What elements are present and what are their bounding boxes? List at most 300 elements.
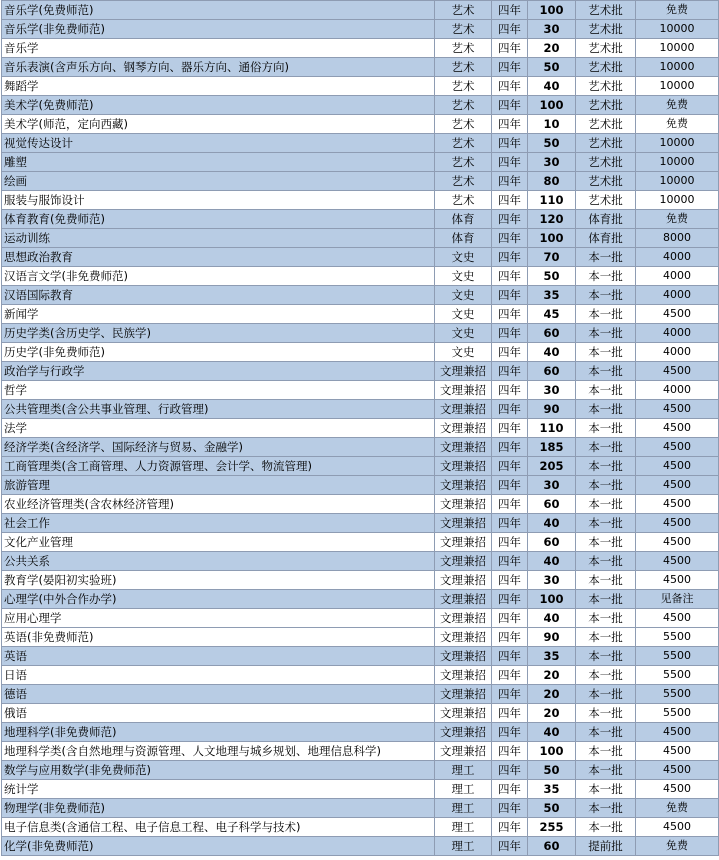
duration-cell: 四年 xyxy=(492,818,528,837)
tuition-cell: 4500 xyxy=(636,438,719,457)
category-cell: 艺术 xyxy=(435,134,492,153)
table-row xyxy=(2,248,719,267)
quota-cell: 205 xyxy=(528,457,576,476)
duration-cell: 四年 xyxy=(492,514,528,533)
duration-cell: 四年 xyxy=(492,590,528,609)
major-name-cell: 汉语国际教育 xyxy=(2,286,435,305)
batch-cell: 艺术批 xyxy=(576,115,636,134)
duration-cell: 四年 xyxy=(492,552,528,571)
batch-cell: 本一批 xyxy=(576,495,636,514)
major-name-cell: 地理科学(非免费师范) xyxy=(2,723,435,742)
major-name-cell: 舞蹈学 xyxy=(2,77,435,96)
major-name-cell: 音乐学(免费师范) xyxy=(2,1,435,20)
category-cell: 文理兼招 xyxy=(435,457,492,476)
category-cell: 文理兼招 xyxy=(435,381,492,400)
tuition-cell: 4500 xyxy=(636,761,719,780)
category-cell: 艺术 xyxy=(435,172,492,191)
category-cell: 文理兼招 xyxy=(435,609,492,628)
major-name-cell: 英语 xyxy=(2,647,435,666)
major-name-cell: 法学 xyxy=(2,419,435,438)
tuition-cell: 4500 xyxy=(636,742,719,761)
major-name-cell: 心理学(中外合作办学) xyxy=(2,590,435,609)
major-name-cell: 应用心理学 xyxy=(2,609,435,628)
category-cell: 文史 xyxy=(435,305,492,324)
major-name-cell: 工商管理类(含工商管理、人力资源管理、会计学、物流管理) xyxy=(2,457,435,476)
quota-cell: 35 xyxy=(528,780,576,799)
category-cell: 文理兼招 xyxy=(435,362,492,381)
duration-cell: 四年 xyxy=(492,704,528,723)
quota-cell: 60 xyxy=(528,362,576,381)
major-name-cell: 美术学(免费师范) xyxy=(2,96,435,115)
category-cell: 文理兼招 xyxy=(435,514,492,533)
category-cell: 艺术 xyxy=(435,77,492,96)
batch-cell: 本一批 xyxy=(576,533,636,552)
quota-cell: 100 xyxy=(528,590,576,609)
tuition-cell: 4500 xyxy=(636,533,719,552)
tuition-cell: 免费 xyxy=(636,96,719,115)
quota-cell: 100 xyxy=(528,1,576,20)
table-row xyxy=(2,495,719,514)
category-cell: 艺术 xyxy=(435,96,492,115)
quota-cell: 60 xyxy=(528,495,576,514)
major-name-cell: 体育教育(免费师范) xyxy=(2,210,435,229)
batch-cell: 本一批 xyxy=(576,552,636,571)
table-row xyxy=(2,419,719,438)
table-row xyxy=(2,799,719,818)
category-cell: 艺术 xyxy=(435,153,492,172)
tuition-cell: 10000 xyxy=(636,20,719,39)
batch-cell: 本一批 xyxy=(576,400,636,419)
duration-cell: 四年 xyxy=(492,628,528,647)
table-row xyxy=(2,20,719,39)
category-cell: 文理兼招 xyxy=(435,400,492,419)
duration-cell: 四年 xyxy=(492,761,528,780)
tuition-cell: 4500 xyxy=(636,362,719,381)
duration-cell: 四年 xyxy=(492,1,528,20)
duration-cell: 四年 xyxy=(492,400,528,419)
quota-cell: 90 xyxy=(528,400,576,419)
category-cell: 体育 xyxy=(435,210,492,229)
duration-cell: 四年 xyxy=(492,495,528,514)
batch-cell: 提前批 xyxy=(576,837,636,856)
category-cell: 文理兼招 xyxy=(435,742,492,761)
category-cell: 理工 xyxy=(435,761,492,780)
quota-cell: 60 xyxy=(528,837,576,856)
quota-cell: 110 xyxy=(528,191,576,210)
duration-cell: 四年 xyxy=(492,39,528,58)
table-row xyxy=(2,172,719,191)
tuition-cell: 4500 xyxy=(636,818,719,837)
category-cell: 文史 xyxy=(435,248,492,267)
batch-cell: 本一批 xyxy=(576,609,636,628)
table-row xyxy=(2,837,719,856)
category-cell: 艺术 xyxy=(435,20,492,39)
table-row xyxy=(2,286,719,305)
category-cell: 艺术 xyxy=(435,115,492,134)
table-row xyxy=(2,267,719,286)
duration-cell: 四年 xyxy=(492,77,528,96)
table-row xyxy=(2,58,719,77)
batch-cell: 本一批 xyxy=(576,514,636,533)
duration-cell: 四年 xyxy=(492,96,528,115)
table-row xyxy=(2,628,719,647)
quota-cell: 40 xyxy=(528,552,576,571)
quota-cell: 100 xyxy=(528,229,576,248)
table-row xyxy=(2,780,719,799)
tuition-cell: 10000 xyxy=(636,77,719,96)
batch-cell: 本一批 xyxy=(576,818,636,837)
duration-cell: 四年 xyxy=(492,58,528,77)
duration-cell: 四年 xyxy=(492,438,528,457)
duration-cell: 四年 xyxy=(492,210,528,229)
batch-cell: 本一批 xyxy=(576,419,636,438)
duration-cell: 四年 xyxy=(492,457,528,476)
table-row xyxy=(2,438,719,457)
batch-cell: 艺术批 xyxy=(576,39,636,58)
quota-cell: 70 xyxy=(528,248,576,267)
tuition-cell: 10000 xyxy=(636,172,719,191)
quota-cell: 40 xyxy=(528,514,576,533)
category-cell: 理工 xyxy=(435,780,492,799)
quota-cell: 60 xyxy=(528,324,576,343)
duration-cell: 四年 xyxy=(492,571,528,590)
quota-cell: 185 xyxy=(528,438,576,457)
duration-cell: 四年 xyxy=(492,172,528,191)
duration-cell: 四年 xyxy=(492,723,528,742)
batch-cell: 本一批 xyxy=(576,799,636,818)
quota-cell: 45 xyxy=(528,305,576,324)
category-cell: 艺术 xyxy=(435,39,492,58)
batch-cell: 本一批 xyxy=(576,666,636,685)
duration-cell: 四年 xyxy=(492,324,528,343)
major-name-cell: 物理学(非免费师范) xyxy=(2,799,435,818)
duration-cell: 四年 xyxy=(492,476,528,495)
tuition-cell: 4500 xyxy=(636,495,719,514)
category-cell: 文史 xyxy=(435,286,492,305)
table-row xyxy=(2,818,719,837)
tuition-cell: 免费 xyxy=(636,210,719,229)
category-cell: 文史 xyxy=(435,343,492,362)
tuition-cell: 4000 xyxy=(636,286,719,305)
table-row xyxy=(2,115,719,134)
batch-cell: 艺术批 xyxy=(576,134,636,153)
quota-cell: 40 xyxy=(528,609,576,628)
major-name-cell: 公共关系 xyxy=(2,552,435,571)
category-cell: 文理兼招 xyxy=(435,647,492,666)
table-row xyxy=(2,400,719,419)
batch-cell: 本一批 xyxy=(576,476,636,495)
category-cell: 文理兼招 xyxy=(435,495,492,514)
duration-cell: 四年 xyxy=(492,609,528,628)
category-cell: 文理兼招 xyxy=(435,666,492,685)
batch-cell: 本一批 xyxy=(576,628,636,647)
duration-cell: 四年 xyxy=(492,837,528,856)
major-name-cell: 公共管理类(含公共事业管理、行政管理) xyxy=(2,400,435,419)
quota-cell: 20 xyxy=(528,666,576,685)
major-name-cell: 绘画 xyxy=(2,172,435,191)
major-name-cell: 经济学类(含经济学、国际经济与贸易、金融学) xyxy=(2,438,435,457)
table-row xyxy=(2,514,719,533)
table-row xyxy=(2,761,719,780)
major-name-cell: 视觉传达设计 xyxy=(2,134,435,153)
duration-cell: 四年 xyxy=(492,799,528,818)
tuition-cell: 4500 xyxy=(636,552,719,571)
category-cell: 文理兼招 xyxy=(435,628,492,647)
table-row xyxy=(2,723,719,742)
duration-cell: 四年 xyxy=(492,343,528,362)
category-cell: 文理兼招 xyxy=(435,685,492,704)
category-cell: 文史 xyxy=(435,267,492,286)
batch-cell: 本一批 xyxy=(576,685,636,704)
tuition-cell: 4000 xyxy=(636,343,719,362)
major-name-cell: 汉语言文学(非免费师范) xyxy=(2,267,435,286)
major-name-cell: 音乐表演(含声乐方向、钢琴方向、器乐方向、通俗方向) xyxy=(2,58,435,77)
major-name-cell: 地理科学类(含自然地理与资源管理、人文地理与城乡规划、地理信息科学) xyxy=(2,742,435,761)
tuition-cell: 4500 xyxy=(636,305,719,324)
major-name-cell: 英语(非免费师范) xyxy=(2,628,435,647)
duration-cell: 四年 xyxy=(492,666,528,685)
tuition-cell: 4500 xyxy=(636,514,719,533)
duration-cell: 四年 xyxy=(492,115,528,134)
major-name-cell: 农业经济管理类(含农林经济管理) xyxy=(2,495,435,514)
table-row xyxy=(2,571,719,590)
duration-cell: 四年 xyxy=(492,533,528,552)
duration-cell: 四年 xyxy=(492,229,528,248)
batch-cell: 本一批 xyxy=(576,723,636,742)
tuition-cell: 4500 xyxy=(636,609,719,628)
table-row xyxy=(2,590,719,609)
quota-cell: 50 xyxy=(528,267,576,286)
major-name-cell: 哲学 xyxy=(2,381,435,400)
major-name-cell: 化学(非免费师范) xyxy=(2,837,435,856)
category-cell: 艺术 xyxy=(435,191,492,210)
quota-cell: 50 xyxy=(528,134,576,153)
table-row xyxy=(2,457,719,476)
table-row xyxy=(2,96,719,115)
tuition-cell: 免费 xyxy=(636,1,719,20)
quota-cell: 40 xyxy=(528,723,576,742)
tuition-cell: 10000 xyxy=(636,58,719,77)
category-cell: 文史 xyxy=(435,324,492,343)
tuition-cell: 5500 xyxy=(636,647,719,666)
batch-cell: 本一批 xyxy=(576,647,636,666)
category-cell: 理工 xyxy=(435,818,492,837)
batch-cell: 本一批 xyxy=(576,267,636,286)
table-row xyxy=(2,77,719,96)
major-name-cell: 电子信息类(含通信工程、电子信息工程、电子科学与技术) xyxy=(2,818,435,837)
duration-cell: 四年 xyxy=(492,419,528,438)
major-name-cell: 文化产业管理 xyxy=(2,533,435,552)
category-cell: 文理兼招 xyxy=(435,476,492,495)
quota-cell: 30 xyxy=(528,20,576,39)
major-name-cell: 历史学(非免费师范) xyxy=(2,343,435,362)
tuition-cell: 4500 xyxy=(636,723,719,742)
batch-cell: 本一批 xyxy=(576,704,636,723)
batch-cell: 本一批 xyxy=(576,324,636,343)
duration-cell: 四年 xyxy=(492,153,528,172)
quota-cell: 50 xyxy=(528,58,576,77)
quota-cell: 30 xyxy=(528,381,576,400)
batch-cell: 本一批 xyxy=(576,248,636,267)
quota-cell: 35 xyxy=(528,286,576,305)
tuition-cell: 见备注 xyxy=(636,590,719,609)
table-row xyxy=(2,685,719,704)
major-name-cell: 社会工作 xyxy=(2,514,435,533)
tuition-cell: 免费 xyxy=(636,837,719,856)
quota-cell: 30 xyxy=(528,476,576,495)
table-row xyxy=(2,647,719,666)
batch-cell: 本一批 xyxy=(576,438,636,457)
quota-cell: 255 xyxy=(528,818,576,837)
category-cell: 文理兼招 xyxy=(435,438,492,457)
quota-cell: 30 xyxy=(528,571,576,590)
duration-cell: 四年 xyxy=(492,134,528,153)
batch-cell: 艺术批 xyxy=(576,77,636,96)
quota-cell: 40 xyxy=(528,343,576,362)
duration-cell: 四年 xyxy=(492,742,528,761)
category-cell: 艺术 xyxy=(435,58,492,77)
tuition-cell: 5500 xyxy=(636,704,719,723)
duration-cell: 四年 xyxy=(492,248,528,267)
tuition-cell: 4000 xyxy=(636,248,719,267)
tuition-cell: 10000 xyxy=(636,134,719,153)
batch-cell: 艺术批 xyxy=(576,191,636,210)
duration-cell: 四年 xyxy=(492,647,528,666)
quota-cell: 90 xyxy=(528,628,576,647)
table-row xyxy=(2,381,719,400)
tuition-cell: 免费 xyxy=(636,799,719,818)
quota-cell: 30 xyxy=(528,153,576,172)
major-name-cell: 服装与服饰设计 xyxy=(2,191,435,210)
table-row xyxy=(2,552,719,571)
quota-cell: 40 xyxy=(528,77,576,96)
quota-cell: 50 xyxy=(528,761,576,780)
duration-cell: 四年 xyxy=(492,685,528,704)
tuition-cell: 10000 xyxy=(636,153,719,172)
tuition-cell: 5500 xyxy=(636,666,719,685)
duration-cell: 四年 xyxy=(492,381,528,400)
quota-cell: 100 xyxy=(528,96,576,115)
major-name-cell: 雕塑 xyxy=(2,153,435,172)
quota-cell: 20 xyxy=(528,685,576,704)
batch-cell: 艺术批 xyxy=(576,172,636,191)
table-row xyxy=(2,533,719,552)
category-cell: 文理兼招 xyxy=(435,590,492,609)
batch-cell: 本一批 xyxy=(576,343,636,362)
major-name-cell: 日语 xyxy=(2,666,435,685)
tuition-cell: 4500 xyxy=(636,400,719,419)
category-cell: 艺术 xyxy=(435,1,492,20)
duration-cell: 四年 xyxy=(492,191,528,210)
table-body xyxy=(2,1,719,856)
table-row xyxy=(2,476,719,495)
tuition-cell: 5500 xyxy=(636,685,719,704)
batch-cell: 体育批 xyxy=(576,229,636,248)
table-row xyxy=(2,1,719,20)
table-row xyxy=(2,210,719,229)
duration-cell: 四年 xyxy=(492,286,528,305)
tuition-cell: 4000 xyxy=(636,381,719,400)
quota-cell: 80 xyxy=(528,172,576,191)
duration-cell: 四年 xyxy=(492,305,528,324)
batch-cell: 本一批 xyxy=(576,362,636,381)
batch-cell: 艺术批 xyxy=(576,20,636,39)
major-name-cell: 运动训练 xyxy=(2,229,435,248)
table-row xyxy=(2,666,719,685)
tuition-cell: 4000 xyxy=(636,324,719,343)
batch-cell: 本一批 xyxy=(576,742,636,761)
batch-cell: 本一批 xyxy=(576,286,636,305)
table-row xyxy=(2,305,719,324)
table-row xyxy=(2,324,719,343)
tuition-cell: 4500 xyxy=(636,419,719,438)
quota-cell: 20 xyxy=(528,704,576,723)
major-name-cell: 政治学与行政学 xyxy=(2,362,435,381)
quota-cell: 35 xyxy=(528,647,576,666)
batch-cell: 本一批 xyxy=(576,305,636,324)
duration-cell: 四年 xyxy=(492,362,528,381)
major-name-cell: 美术学(师范，定向西藏) xyxy=(2,115,435,134)
batch-cell: 本一批 xyxy=(576,780,636,799)
major-name-cell: 思想政治教育 xyxy=(2,248,435,267)
tuition-cell: 4500 xyxy=(636,780,719,799)
batch-cell: 艺术批 xyxy=(576,58,636,77)
quota-cell: 120 xyxy=(528,210,576,229)
table-row xyxy=(2,704,719,723)
batch-cell: 本一批 xyxy=(576,381,636,400)
batch-cell: 艺术批 xyxy=(576,1,636,20)
category-cell: 文理兼招 xyxy=(435,419,492,438)
category-cell: 体育 xyxy=(435,229,492,248)
category-cell: 文理兼招 xyxy=(435,533,492,552)
major-name-cell: 历史学类(含历史学、民族学) xyxy=(2,324,435,343)
major-name-cell: 俄语 xyxy=(2,704,435,723)
category-cell: 文理兼招 xyxy=(435,571,492,590)
table-row xyxy=(2,343,719,362)
quota-cell: 110 xyxy=(528,419,576,438)
table-row xyxy=(2,191,719,210)
tuition-cell: 8000 xyxy=(636,229,719,248)
category-cell: 文理兼招 xyxy=(435,723,492,742)
duration-cell: 四年 xyxy=(492,267,528,286)
tuition-cell: 5500 xyxy=(636,628,719,647)
quota-cell: 50 xyxy=(528,799,576,818)
table-row xyxy=(2,609,719,628)
major-name-cell: 教育学(晏阳初实验班) xyxy=(2,571,435,590)
major-name-cell: 数学与应用数学(非免费师范) xyxy=(2,761,435,780)
batch-cell: 本一批 xyxy=(576,457,636,476)
duration-cell: 四年 xyxy=(492,20,528,39)
category-cell: 文理兼招 xyxy=(435,552,492,571)
quota-cell: 60 xyxy=(528,533,576,552)
tuition-cell: 免费 xyxy=(636,115,719,134)
batch-cell: 本一批 xyxy=(576,761,636,780)
tuition-cell: 4500 xyxy=(636,476,719,495)
major-name-cell: 新闻学 xyxy=(2,305,435,324)
table-row xyxy=(2,742,719,761)
batch-cell: 艺术批 xyxy=(576,153,636,172)
table-row xyxy=(2,362,719,381)
tuition-cell: 4000 xyxy=(636,267,719,286)
batch-cell: 本一批 xyxy=(576,571,636,590)
table-row xyxy=(2,229,719,248)
major-name-cell: 旅游管理 xyxy=(2,476,435,495)
major-name-cell: 德语 xyxy=(2,685,435,704)
batch-cell: 艺术批 xyxy=(576,96,636,115)
table-row xyxy=(2,153,719,172)
quota-cell: 100 xyxy=(528,742,576,761)
admission-plan-table xyxy=(1,0,719,856)
